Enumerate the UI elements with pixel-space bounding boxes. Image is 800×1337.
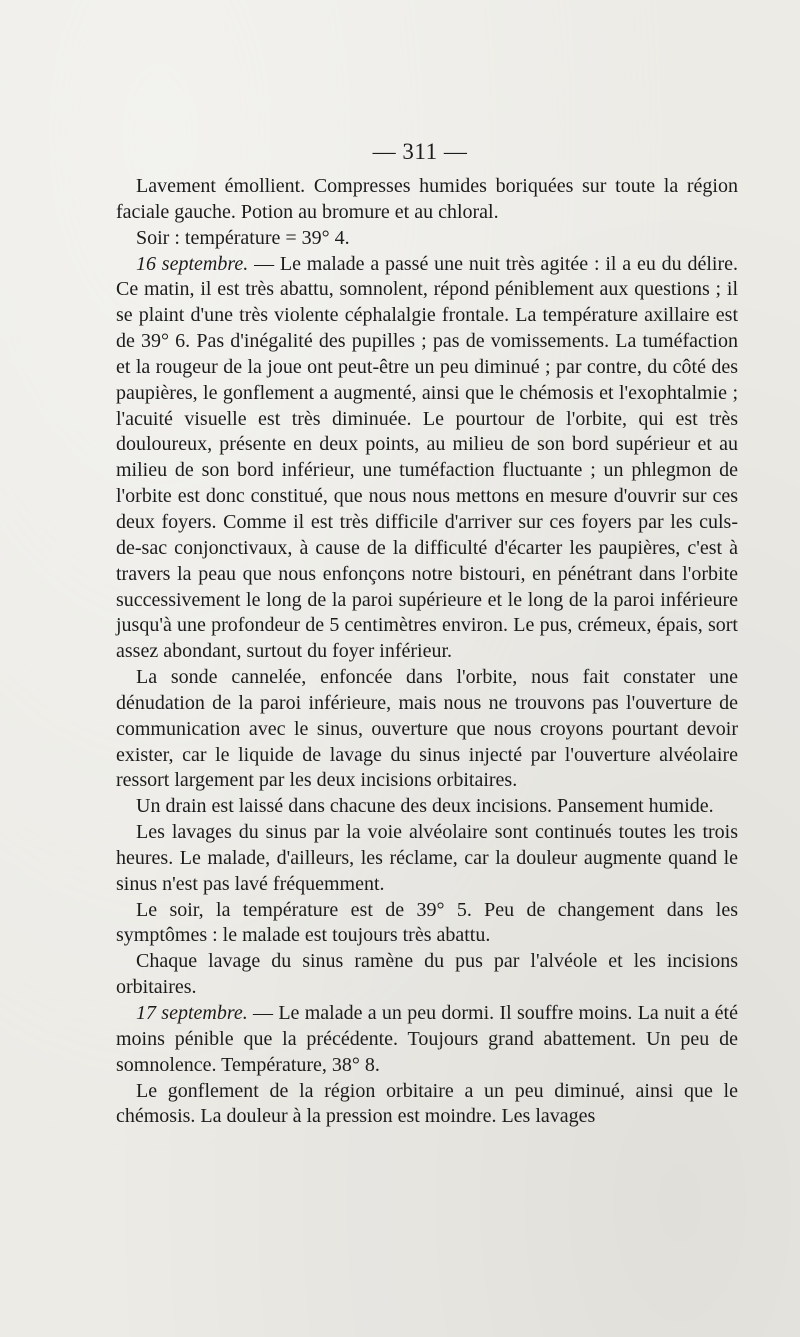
paragraph-text: — Le malade a un peu dormi. Il souffre moins. La nuit a été moins pénible que la précédente. Toujours grand abattement. Un peu de somnolence. Température, 38° 8.: [116, 1002, 738, 1076]
date-heading: 17 septembre.: [136, 1002, 248, 1024]
paragraph-1: [116, 174, 738, 226]
paragraph-text: La sonde cannelée, enfoncée dans l'orbite, nous fait constater une dénudation de la paroi inférieure, mais nous ne trouvons pas l'ouverture de communication avec le sinus, ouverture que nous croyons pourtant devoir exister, car le liquide de lavage du sinus injecté par l'ouverture alvéolaire ressort largement par les deux incisions orbitaires.: [116, 666, 738, 792]
paragraph-9: [116, 1001, 738, 1079]
paragraph-text: Le gonflement de la région orbitaire a un peu diminué, ainsi que le chémosis. La douleur à la pression est moindre. Les lavages: [116, 1079, 738, 1128]
paragraph-text: Lavement émollient. Compresses humides boriquées sur toute la région faciale gauche. Potion au bromure et au chloral.: [116, 175, 738, 223]
date-heading: 16 septembre.: [136, 252, 249, 275]
paragraph-6: [116, 820, 738, 898]
paragraph-text: Soir : température = 39° 4.: [136, 226, 350, 249]
paragraph-5: [116, 794, 738, 820]
paragraph-7: [116, 898, 738, 950]
paragraph-3: [116, 252, 738, 666]
page-number: — 311 —: [372, 139, 468, 164]
paragraph-text: Chaque lavage du sinus ramène du pus par l'alvéole et les incisions orbitaires.: [116, 950, 738, 999]
paragraph-text: Le soir, la température est de 39° 5. Peu de changement dans les symptômes : le malade est toujours très abattu.: [116, 898, 738, 947]
body-text: [116, 174, 738, 1130]
paragraph-2: [116, 226, 738, 252]
paragraph-text: Un drain est laissé dans chacune des deux incisions. Pansement humide.: [136, 795, 714, 818]
paragraph-text: — Le malade a passé une nuit très agitée : il a eu du délire. Ce matin, il est très abattu, somnolent, répond péniblement aux questions ; il se plaint d'une très violente céphalalgie frontale. La température axillaire est de 39° 6. Pas d'inégalité des pupilles ; pas de vomissements. La tuméfaction et la rougeur de la joue ont peut-être un peu diminué ; par contre, du côté des paupières, le gonflement a augmenté, ainsi que le chémosis et l'exophtalmie ; l'acuité visuelle est très diminuée. Le pourtour de l'orbite, qui est très douloureux, présente en deux points, au milieu de son bord supérieur et au milieu de son bord inférieur, une tuméfaction fluctuante ; un phlegmon de l'orbite est donc constitué, que nous nous mettons en mesure d'ouvrir sur ces deux foyers. Comme il est très difficile d'arriver sur ces foyers par les culs-de-sac conjonctivaux, à cause de la difficulté d'écarter les paupières, c'est à travers la peau que nous enfonçons notre bistouri, en pénétrant dans l'orbite successivement le long de la paroi supérieure et le long de la paroi inférieure jusqu'à une profondeur de 5 centimètres environ. Le pus, crémeux, épais, sort assez abondant, surtout du foyer inférieur.: [116, 252, 738, 663]
paragraph-4: [116, 665, 738, 794]
paragraph-8: [116, 949, 738, 1001]
paragraph-text: Les lavages du sinus par la voie alvéolaire sont continués toutes les trois heures. Le malade, d'ailleurs, les réclame, car la douleur augmente quand le sinus n'est pas lavé fréquemment.: [116, 821, 738, 895]
paragraph-10: [116, 1079, 738, 1131]
